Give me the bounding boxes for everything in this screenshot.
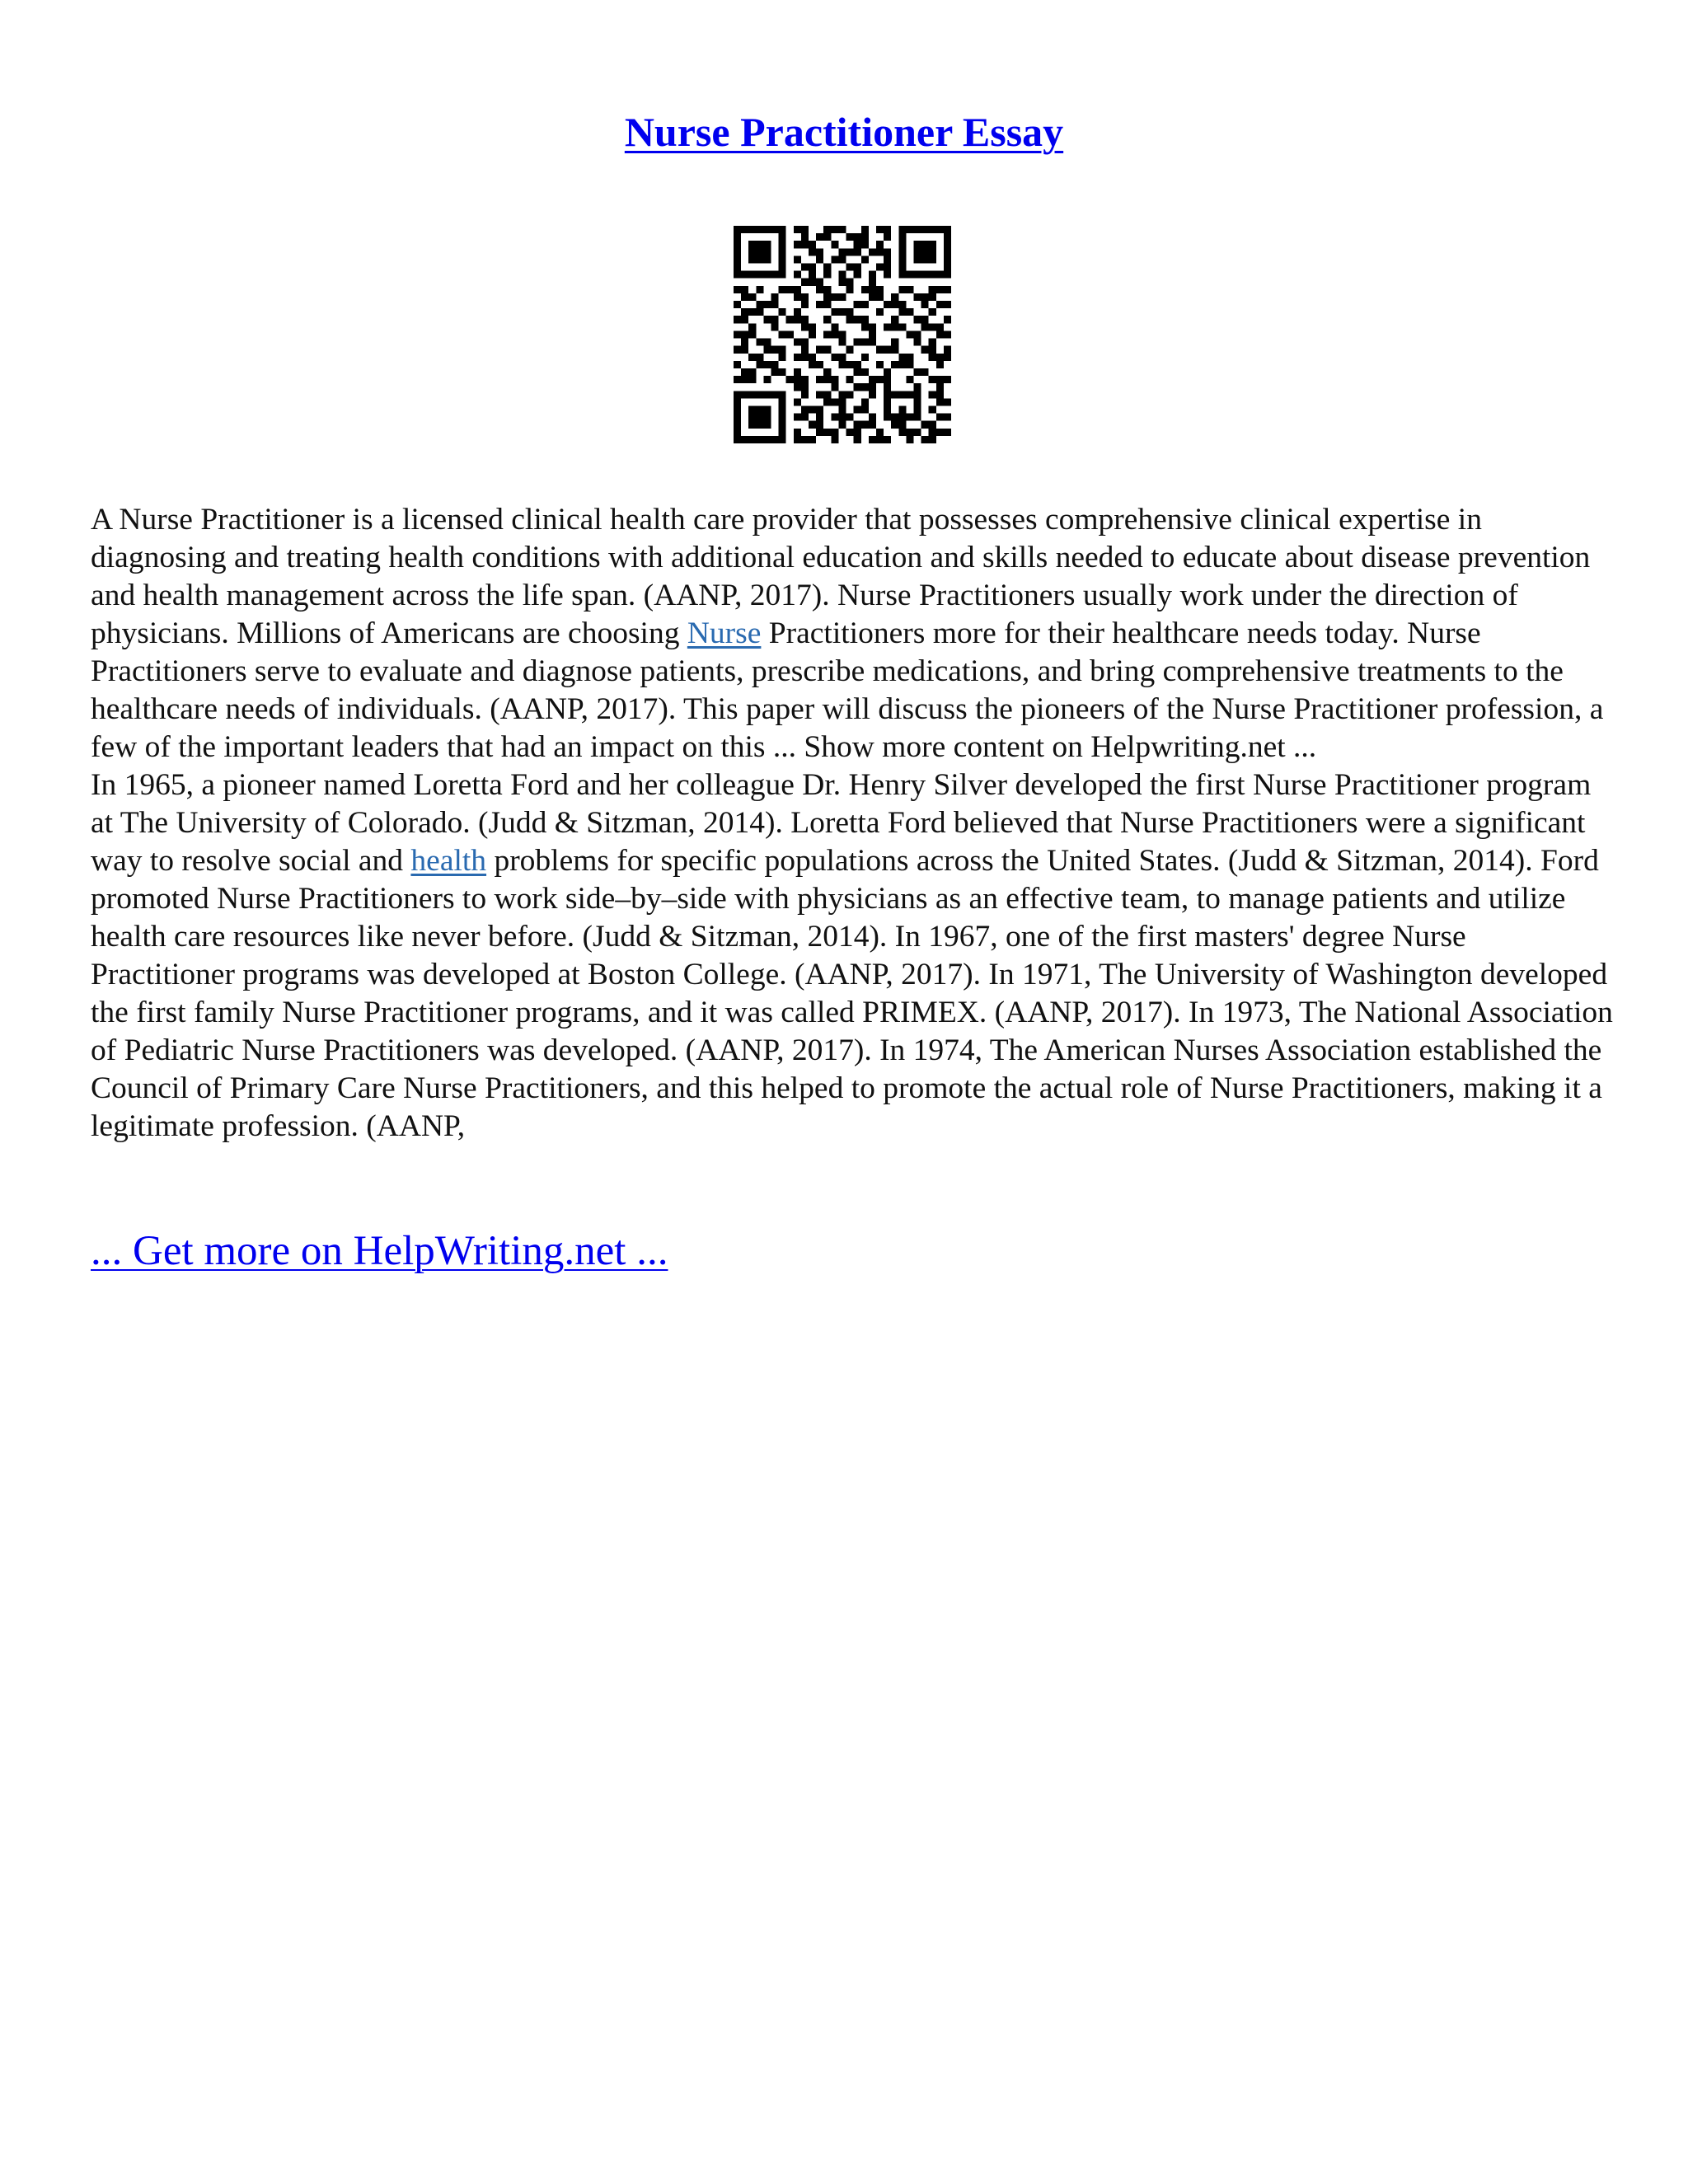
get-more-cta (91, 1226, 668, 1277)
essay-body (91, 501, 1615, 1146)
qr-code-icon (734, 226, 951, 443)
essay-paragraph-1 (91, 501, 1615, 766)
page-title (0, 107, 1688, 157)
title-link[interactable]: Nurse Practitioner Essay (624, 109, 1064, 155)
essay-paragraph-2 (91, 766, 1615, 1146)
paragraph-1-text-end: Practitioners more for their healthcare needs today. Nurse Practitioners serve to evaluate and diagnose patients, prescribe medications, and bring comprehensive treatments to the healthcare needs of individuals. (AANP, 2017). This paper will discuss the pioneers of the Nurse Practitioner profession, a few of the important leaders that had an impact on this ... Show more content on Helpwriting.net ... (91, 616, 1604, 764)
paragraph-1-text-start: A Nurse Practitioner is a licensed clinical health care provider that possesses comprehensive clinical expertise in diagnosing and treating health conditions with additional education and skills needed to educate about disease prevention and health management across the life span. (AANP, 2017). Nurse Practitioners usually work under the direction of physicians. Millions of Americans are choosing (91, 503, 1591, 650)
paragraph-2-text-start: In 1965, a pioneer named Loretta Ford and her colleague Dr. Henry Silver developed the first Nurse Practitioner program at The University of Colorado. (Judd & Sitzman, 2014). Loretta Ford believed that Nurse Practitioners were a significant way to resolve social and (91, 768, 1592, 878)
paragraph-2-text-end: problems for specific populations across the United States. (Judd & Sitzman, 2014). Ford promoted Nurse Practitioners to work side–by–side with physicians as an effective team, to manage patients and utilize health care resources like never before. (Judd & Sitzman, 2014). In 1967, one of the first masters' degree Nurse Practitioner programs was developed at Boston College. (AANP, 2017). In 1971, The University of Washington developed the first family Nurse Practitioner programs, and it was called PRIMEX. (AANP, 2017). In 1973, The National Association of Pediatric Nurse Practitioners was developed. (AANP, 2017). In 1974, The American Nurses Association established the Council of Primary Care Nurse Practitioners, and this helped to promote the actual role of Nurse Practitioners, making it a legitimate profession. (AANP, (91, 844, 1613, 1143)
get-more-link[interactable]: ... Get more on HelpWriting.net ... (91, 1228, 668, 1274)
nurse-keyword-link[interactable]: Nurse (687, 616, 762, 650)
health-keyword-link[interactable]: health (410, 844, 487, 878)
